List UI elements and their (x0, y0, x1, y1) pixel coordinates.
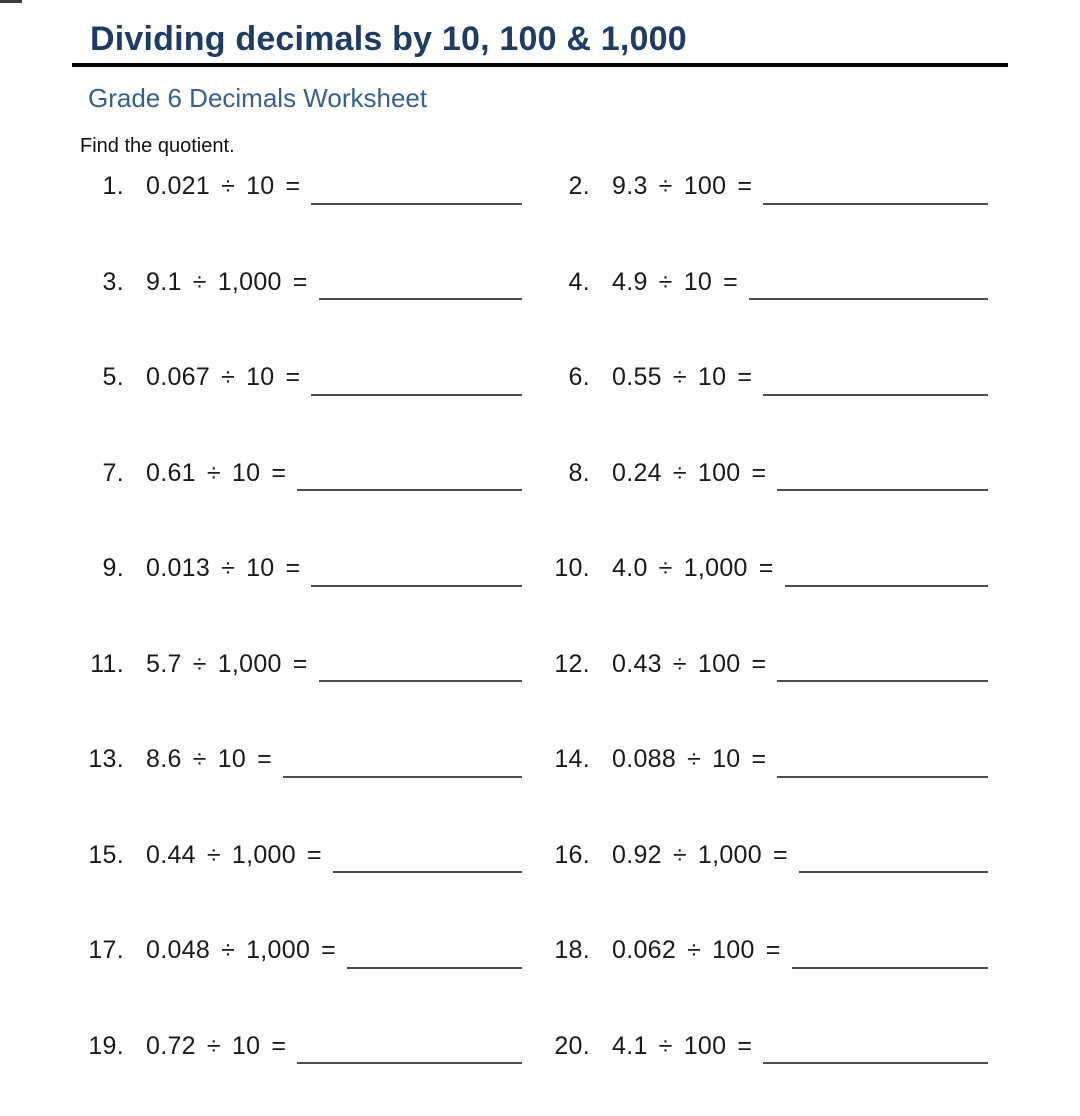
divide-symbol: ÷ (672, 649, 687, 678)
problem-dividend: 4.9 (612, 267, 648, 296)
problem-item (546, 745, 988, 774)
answer-blank[interactable] (749, 298, 988, 300)
title-rule (72, 63, 1008, 67)
equals-symbol: = (758, 554, 774, 582)
problem-number: 6. (568, 363, 590, 391)
equals-symbol: = (737, 172, 753, 200)
equals-symbol: = (271, 1031, 287, 1060)
problem-dividend: 0.067 (146, 363, 211, 391)
problem-number: 16. (554, 840, 590, 869)
instruction-text: Find the quotient. (80, 135, 235, 157)
problem-item (546, 650, 988, 679)
divide-symbol: ÷ (206, 458, 221, 487)
problem-item (80, 363, 522, 392)
problem-divisor: 10 (217, 745, 247, 773)
problem-number: 1. (102, 172, 124, 200)
problem-number: 5. (102, 363, 124, 391)
problem-number: 9. (102, 554, 124, 582)
problem-divisor: 10 (712, 745, 741, 773)
worksheet-header (72, 20, 1008, 113)
equals-symbol: = (737, 363, 753, 391)
problem-item (546, 459, 988, 488)
problem-number: 14. (554, 745, 590, 773)
answer-blank[interactable] (297, 489, 522, 491)
problem-dividend: 4.0 (612, 554, 648, 582)
problem-number: 20. (554, 1031, 590, 1060)
equals-symbol: = (306, 840, 322, 869)
problem-dividend: 0.61 (146, 458, 196, 487)
equals-symbol: = (765, 936, 781, 964)
answer-blank[interactable] (319, 680, 522, 682)
divide-symbol: ÷ (658, 172, 673, 200)
problem-dividend: 0.048 (146, 936, 211, 964)
answer-blank[interactable] (763, 203, 988, 205)
problem-dividend: 0.72 (146, 1031, 196, 1060)
problems-grid (72, 172, 1008, 1116)
problem-item (80, 841, 522, 870)
problem-divisor: 10 (246, 172, 275, 200)
problem-divisor: 10 (231, 1031, 261, 1060)
divide-symbol: ÷ (192, 649, 207, 678)
problem-item (80, 936, 522, 965)
divide-symbol: ÷ (672, 363, 687, 391)
equals-symbol: = (292, 649, 308, 678)
problem-divisor: 10 (246, 554, 275, 582)
equals-symbol: = (723, 267, 739, 296)
problem-number: 8. (568, 458, 590, 487)
divide-symbol: ÷ (658, 1031, 673, 1060)
problem-number: 11. (90, 649, 124, 678)
problem-divisor: 100 (683, 1031, 727, 1060)
scan-artifact-mark (0, 0, 22, 3)
problem-dividend: 0.44 (146, 840, 196, 869)
problem-item (546, 841, 988, 870)
equals-symbol: = (751, 458, 767, 487)
problem-number: 4. (568, 267, 590, 296)
problem-number: 19. (88, 1031, 124, 1060)
problem-divisor: 1,000 (683, 554, 748, 582)
problem-dividend: 5.7 (146, 649, 182, 678)
divide-symbol: ÷ (687, 936, 702, 964)
problem-dividend: 0.43 (612, 649, 662, 678)
problem-divisor: 10 (246, 363, 275, 391)
problem-number: 7. (102, 458, 124, 487)
answer-blank[interactable] (763, 394, 988, 396)
problem-dividend: 0.013 (146, 554, 211, 582)
answer-blank[interactable] (311, 585, 522, 587)
problem-divisor: 100 (697, 649, 741, 678)
answer-blank[interactable] (311, 394, 522, 396)
answer-blank[interactable] (799, 871, 988, 873)
answer-blank[interactable] (777, 489, 988, 491)
problem-item (80, 554, 522, 583)
answer-blank[interactable] (777, 776, 988, 778)
problem-number: 17. (88, 936, 124, 964)
problem-dividend: 0.021 (146, 172, 211, 200)
problem-number: 10. (554, 554, 590, 582)
problem-dividend: 0.088 (612, 745, 677, 773)
problem-dividend: 8.6 (146, 745, 182, 773)
problem-item (80, 172, 522, 201)
problem-divisor: 1,000 (217, 267, 282, 296)
problem-divisor: 10 (697, 363, 727, 391)
problem-dividend: 9.3 (612, 172, 648, 200)
divide-symbol: ÷ (206, 840, 221, 869)
divide-symbol: ÷ (192, 745, 207, 773)
answer-blank[interactable] (333, 871, 522, 873)
problem-divisor: 1,000 (231, 840, 296, 869)
problem-item (80, 268, 522, 297)
problem-item (546, 268, 988, 297)
problem-item (80, 459, 522, 488)
problem-item (546, 936, 988, 965)
equals-symbol: = (321, 936, 337, 964)
equals-symbol: = (737, 1031, 753, 1060)
answer-blank[interactable] (792, 967, 988, 969)
answer-blank[interactable] (347, 967, 522, 969)
worksheet-subtitle: Grade 6 Decimals Worksheet (88, 83, 428, 113)
divide-symbol: ÷ (221, 363, 236, 391)
answer-blank[interactable] (763, 1062, 988, 1064)
equals-symbol: = (285, 363, 301, 391)
divide-symbol: ÷ (658, 267, 673, 296)
divide-symbol: ÷ (672, 458, 687, 487)
problem-item (546, 363, 988, 392)
divide-symbol: ÷ (658, 554, 673, 582)
problem-number: 15. (88, 840, 124, 869)
divide-symbol: ÷ (221, 554, 236, 582)
problem-dividend: 4.1 (612, 1031, 648, 1060)
divide-symbol: ÷ (192, 267, 207, 296)
equals-symbol: = (285, 172, 301, 200)
equals-symbol: = (285, 554, 301, 582)
problem-item (80, 650, 522, 679)
answer-blank[interactable] (311, 203, 522, 205)
problem-item (546, 554, 988, 583)
problem-divisor: 1,000 (246, 936, 311, 964)
problem-divisor: 100 (683, 172, 727, 200)
problem-item (546, 172, 988, 201)
problem-divisor: 10 (231, 458, 261, 487)
problem-number: 3. (102, 267, 124, 296)
problem-number: 18. (554, 936, 590, 964)
divide-symbol: ÷ (672, 840, 687, 869)
equals-symbol: = (751, 649, 767, 678)
problem-item (80, 1032, 522, 1061)
equals-symbol: = (751, 745, 767, 773)
answer-blank[interactable] (319, 298, 522, 300)
answer-blank[interactable] (777, 680, 988, 682)
problem-dividend: 0.062 (612, 936, 677, 964)
problem-dividend: 0.55 (612, 363, 662, 391)
problem-dividend: 0.92 (612, 840, 662, 869)
problem-number: 12. (554, 649, 590, 678)
equals-symbol: = (257, 745, 273, 773)
problem-number: 2. (568, 172, 590, 200)
equals-symbol: = (271, 458, 287, 487)
problem-divisor: 1,000 (217, 649, 282, 678)
divide-symbol: ÷ (206, 1031, 221, 1060)
divide-symbol: ÷ (221, 936, 236, 964)
equals-symbol: = (292, 267, 308, 296)
problem-divisor: 100 (712, 936, 755, 964)
problem-dividend: 9.1 (146, 267, 182, 296)
answer-blank[interactable] (283, 776, 522, 778)
page-title: Dividing decimals by 10, 100 & 1,000 (90, 20, 687, 58)
answer-blank[interactable] (785, 585, 988, 587)
problem-divisor: 100 (697, 458, 741, 487)
problem-number: 13. (88, 745, 124, 773)
answer-blank[interactable] (297, 1062, 522, 1064)
problem-item (546, 1032, 988, 1061)
divide-symbol: ÷ (687, 745, 702, 773)
equals-symbol: = (772, 840, 788, 869)
problem-item (80, 745, 522, 774)
divide-symbol: ÷ (221, 172, 236, 200)
problem-divisor: 1,000 (697, 840, 762, 869)
problem-divisor: 10 (683, 267, 713, 296)
problem-dividend: 0.24 (612, 458, 662, 487)
